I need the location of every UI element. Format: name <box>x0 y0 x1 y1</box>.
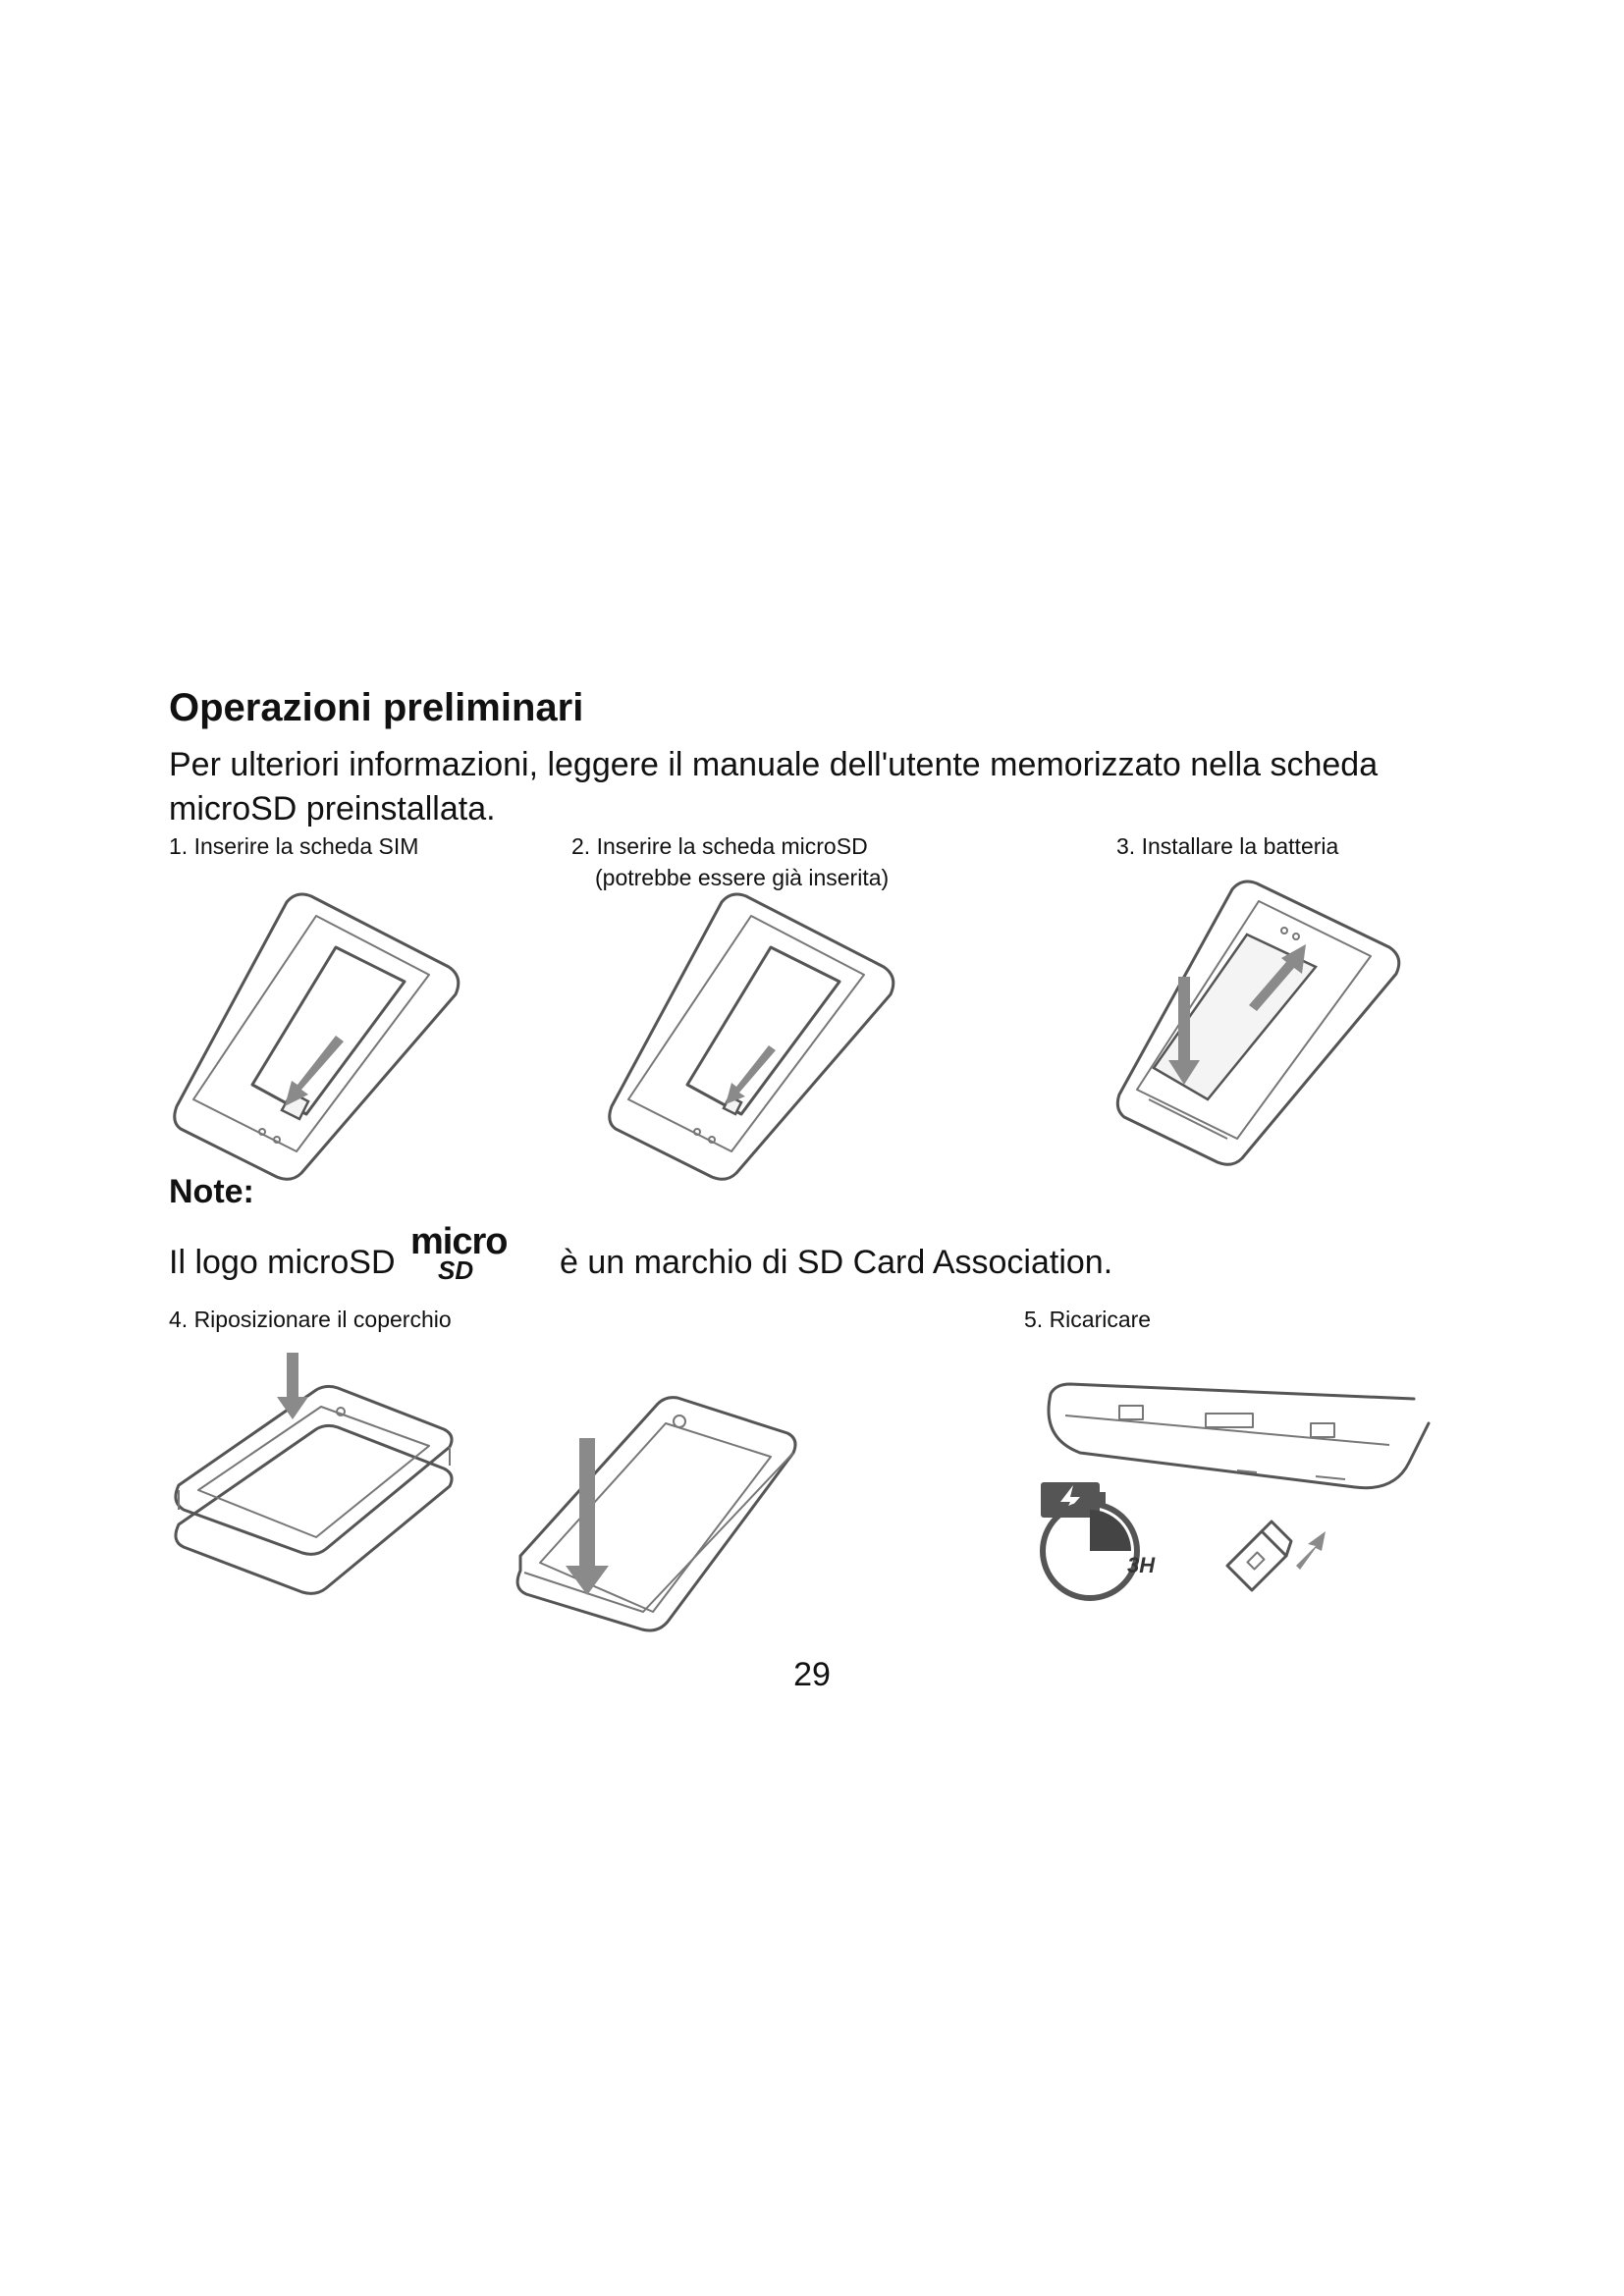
charging-illustration <box>992 1355 1443 1620</box>
page-number: 29 <box>793 1656 831 1693</box>
cover-press-illustration <box>511 1394 805 1639</box>
note-heading: Note: <box>169 1173 254 1210</box>
intro-paragraph: Per ulteriori informazioni, leggere il manuale dell'utente memorizzato nella scheda microSD preinstallata. <box>169 746 1379 828</box>
step-3-label: 3. Installare la batteria <box>1116 833 1339 859</box>
microsd-logo-bottom: SD <box>438 1255 474 1285</box>
page-title: Operazioni preliminari <box>169 686 584 729</box>
charge-duration-label: 3H <box>1127 1553 1156 1577</box>
step-2-sublabel: (potrebbe essere già inserita) <box>595 865 890 890</box>
step-4-label: 4. Riposizionare il coperchio <box>169 1307 452 1332</box>
battery-install-illustration <box>1110 874 1404 1178</box>
step-2-label: 2. Inserire la scheda microSD <box>571 833 868 859</box>
microsd-logo <box>410 1221 528 1285</box>
sim-insert-illustration <box>169 888 463 1183</box>
trademark-text-start: Il logo microSD <box>169 1244 396 1281</box>
step-5-label: 5. Ricaricare <box>1024 1307 1152 1332</box>
trademark-text-end: è un marchio di SD Card Association. <box>560 1244 1113 1281</box>
microsd-logo-top: micro <box>410 1221 508 1262</box>
cover-replace-illustration <box>169 1353 463 1628</box>
step-1-label: 1. Inserire la scheda SIM <box>169 833 419 859</box>
microsd-insert-illustration <box>604 888 898 1183</box>
